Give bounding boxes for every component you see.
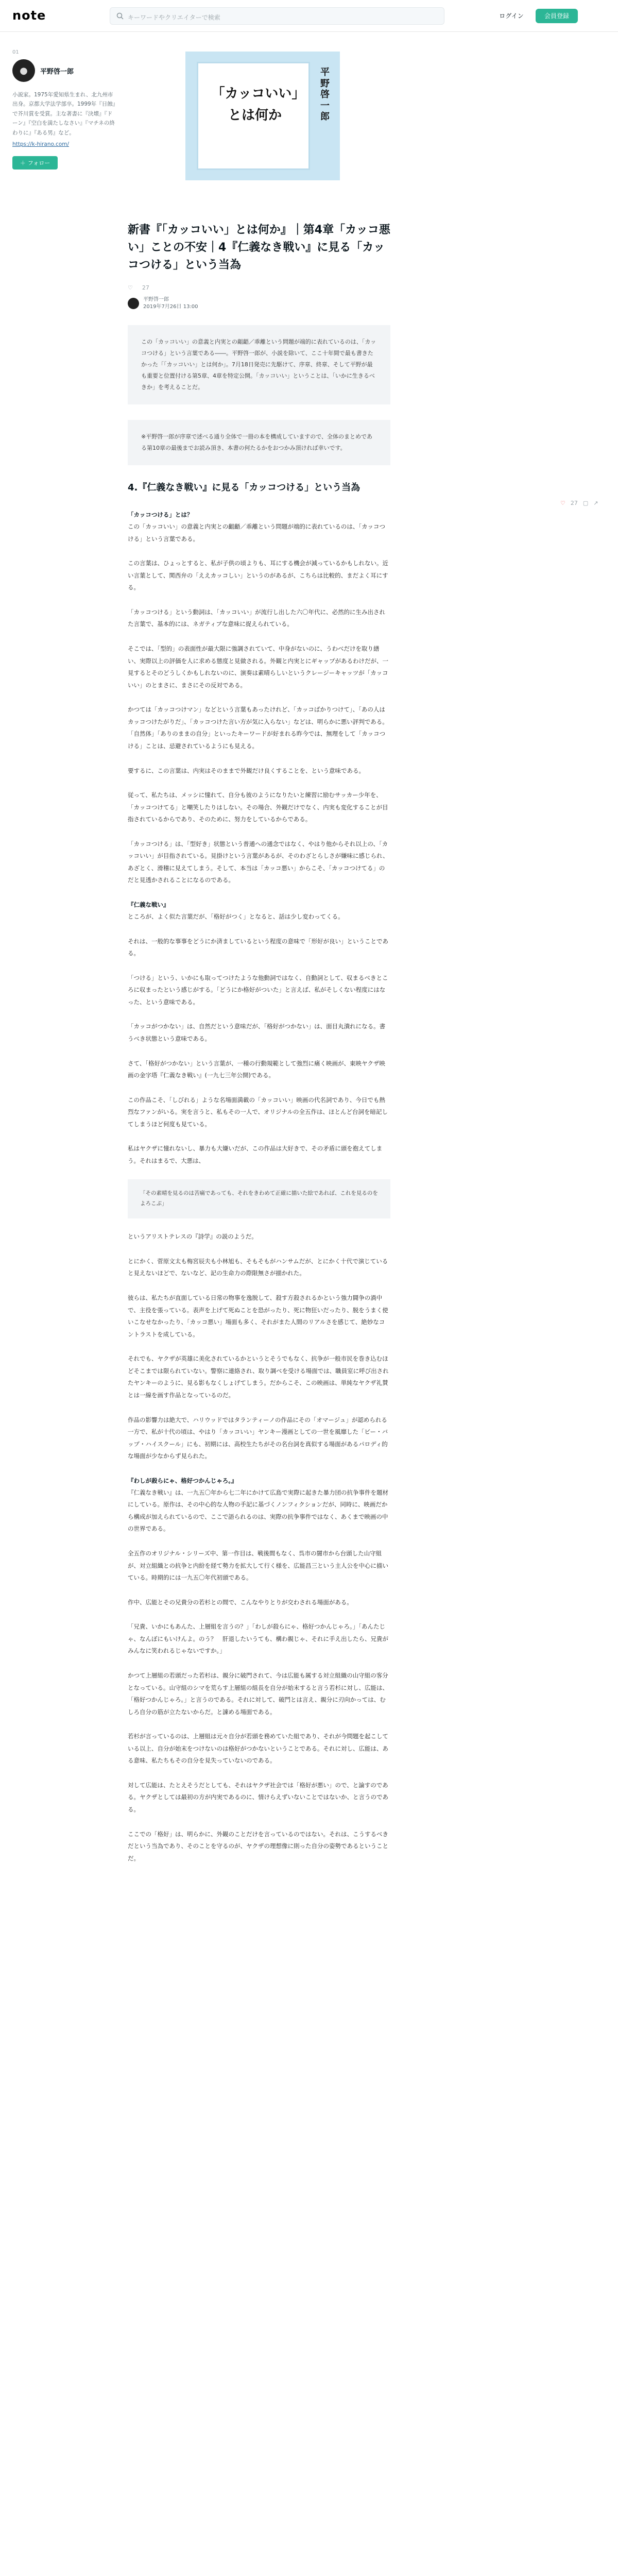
register-button[interactable]: 会員登録 [536, 9, 578, 23]
cover-author: 平野啓一郎 [320, 67, 330, 123]
author-profile[interactable] [12, 59, 115, 82]
paragraph: 彼らは、私たちが直面している日常の物事を逸脱して、殺す方殺されるかという強力闘争の渦中で、主役を張っている。表声を上げて死ぬことを恐がったり、死に物狂いだったり、脱をうまく使いこなせなかったり、「カッコ悪い」場面も多く、それがまた人間のリアルさを感じて、絶妙なコントラストを成している。 [128, 1294, 388, 1338]
author-sidebar [12, 49, 115, 170]
follow-label: フォロー [27, 160, 50, 167]
author-name[interactable]: 平野啓一郎 [40, 67, 74, 76]
subheading: 『仁義な戦い』 [128, 901, 169, 909]
cover-image [185, 52, 340, 180]
top-header [0, 0, 618, 32]
paragraph: 若杉が言っているのは、上層組は元々自分が若頭を務めていた組であり、それが今問題を起こしている以上、自分が始末をつけないのは格好がつかないということである。それに対し、広能は、ある意味、私たちもその自分を見失っていないのである。 [128, 1733, 388, 1765]
heart-icon[interactable]: ♡ [560, 500, 565, 506]
search-icon [116, 12, 124, 20]
paragraph: 作中、広能とその兄貴分の若杉との間で、こんなやりとりが交わされる場面がある。 [128, 1598, 353, 1606]
paragraph: 作品の影響力は絶大で、ハリウッドではタランティーノの作品にその「オマージュ」が認められる一方で、私が十代の頃は、やはり「カッコいい」ヤンキー漫画としての一世を風靡した「ビー・バップ・ハイスクール」にも、初期には、高校生たちがその名台詞を真似する場面があるパロディ的な場面が少なからず見られた。 [128, 1416, 388, 1460]
blockquote: 「その素晴を見るのは苦痛であっても、それをきわめて正確に描いた絵であれば、これを見るのをよろこぶ」 [128, 1179, 390, 1218]
cover-title: 「カッコいい」とは何か [211, 86, 299, 123]
like-count: 27 [142, 284, 149, 292]
floating-actions [560, 500, 598, 506]
section-heading: 4.『仁義なき戦い』に見る「カッコつける」という当為 [128, 482, 360, 494]
heart-icon[interactable]: ♡ [128, 284, 133, 292]
meta-row [128, 284, 390, 291]
note-box: ※平野啓一郎が序章で述べる通り全体で一冊の本を構成していますので、全体のまとめである第10章の最後までお読み頂き、本書の何たるかをおつかみ頂ければ幸いです。 [128, 420, 390, 465]
byline-avatar[interactable] [128, 298, 139, 309]
paragraph: 全五作のオリジナル・シリーズ中、第一作目は、戦後間もなく、呉市の闇市から台頭した山守組が、対立組織との抗争と内紛を経て勢力を拡大して行く様を、広能昌三という主人公を中心に描いている。時期的には一九五〇年代初頭である。 [128, 1550, 388, 1582]
paragraph: かつて上層組の若頭だった若杉は、親分に破門されて、今は広能も属する対立組織の山守組の客分となっている。山守組のシマを荒らす上層組の組長を自分が始末すると言う若杉に対し、広能は、「格好つかんじゃろ。」と言うのである。それに対して、破門とは言え、親分に刃向かっては、むしろ自分の筋が立たないからだ。と諌める場面である。 [128, 1671, 388, 1716]
share-icon[interactable]: ↗ [593, 500, 598, 506]
paragraph: 「カッコがつかない」は、自然だという意味だが、「格好がつかない」は、面目丸潰れになる。書うべき状態という意味である。 [128, 1023, 386, 1042]
paragraph: この言葉は、ひょっとすると、私が子供の頃よりも、耳にする機会が減っているかもしれない。近い言葉として、関西弁の「ええカッコしい」というのがあるが、こちらは比較的、まだよく耳にする。 [128, 560, 388, 591]
paragraph: 「兄貴、いかにもあんた、上層組を言うの？」「わしが殺らにゃ、格好つかんじゃろ。」「あんたじゃ、なんぼにもいけんよ。のう？ 肝退したいうても、構わ親じゃ、それに手え出したら、兄貴がみんなに笑われるじゃないですか。」 [128, 1623, 388, 1655]
paragraph: とにかく、菅原文太も梅宮辰夫も小林旭も、そもそもがハンサムだが、とにかく十代で演じていると見えないほどで、ないなど、記の生命力の際限無さが描かれた。 [128, 1257, 388, 1277]
subheading: 「カッコつける」とは？ [128, 511, 193, 519]
author-link[interactable]: https://k-hirano.com/ [12, 141, 70, 147]
paragraph: 従って、私たちは、メッシに憧れて、自分も彼のようになりたいと練習に励むサッカー少年を、「カッコつけてる」と嘲笑したりはしない。その場合、外観だけでなく、内実も変化することが目指されているからであり、そのために、努力をしているからである。 [128, 791, 388, 823]
plus-icon: ＋ [20, 160, 26, 167]
paragraph: 「つける」という、いかにも取ってつけたような他動詞ではなく、自動詞として、収まるべきところに収まったという感じがする。「どうにか格好がついた」と言えば、私がそしくない程度にはなった、という意味である。 [128, 974, 388, 1006]
intro-box: この「カッコいい」の意義と内実との齟齬／乖離という問題が端的に表れているのは、「カッコつける」という言葉である――。平野啓一郎が、小説を除いて、ここ十年間で最も書きたかった「「カッコいい」とは何か」。7月18日発売に先駆けて、序章、終章、そして平野が最も重要と位置付ける第5章、4章を特定公開。「カッコいい」ということは、「いかに生きるべきか」を考えることだ。 [128, 325, 390, 404]
byline[interactable] [128, 296, 390, 311]
paragraph: それは、一般的な事事をどうにか済ましているという程度の意味で「形好が良い」ということである。 [128, 937, 388, 957]
byline-date: 2019年7月26日 13:00 [143, 304, 198, 310]
byline-text [143, 296, 198, 311]
author-avatar[interactable]: ● [12, 59, 35, 82]
byline-name[interactable]: 平野啓一郎 [143, 297, 169, 303]
paragraph: それでも、ヤクザが英雄に美化されているかというとそうでもなく、抗争が一般市民を巻き込むほどそこまでは限られていない。警察に連絡され、取り調べを受ける場面では、職員室に呼び出されたヤンキーのように、見る影もなくしょげてしまう。だからこそ、この映画は、単純なヤクザ礼賛とは一線を画す作品となっているのだ。 [128, 1355, 389, 1399]
search-box[interactable] [110, 7, 444, 25]
article-body [128, 222, 390, 1877]
magazine-number: 01 [12, 49, 19, 55]
subheading: 『わしが殺らにゃ、格好つかんじゃろ。』 [128, 1477, 237, 1484]
note-logo[interactable]: note [12, 8, 46, 23]
bookmark-icon[interactable]: ▢ [582, 500, 589, 506]
paragraph: ここでの「格好」は、明らかに、外観のことだけを言っているのではない。それは、こうするべきだという当為であり、そのことを守るのが、ヤクザの理想像に則った自分の姿勢であるということだ。 [128, 1830, 388, 1862]
follow-button[interactable] [12, 156, 58, 170]
paragraph: 「カッコつける」という動詞は、「カッコいい」が流行し出した六〇年代に、必然的に生み出された言葉で、基本的には、ネガティブな意味に捉えられている。 [128, 608, 386, 628]
paragraph: 「カッコつける」は、「型好き」状態という普通への通念ではなく、やはり他からそれ以上の、「カッコいい」が目指されている。見掛けという言葉があるが、そのわざとらしさが嫌味に感じられ、あざとく、滑稽に見えてしまう。そして、本当は「カッコ悪い」からこそ、「カッコつけてる」のだと見透かされることになるのである。 [128, 840, 389, 884]
paragraph: ところが、よく似た言葉だが、「格好がつく」となると、話は少し変わってくる。 [128, 913, 344, 921]
paragraph: そこでは、「型的」の表面性が最大限に強調されていて、中身がないのに、うわべだけを取り繕い、実際以上の評価を人に求める態度と見做される。外観と内実とにギャップがあるわけだが、一見するとそのどうしくかもしれないのに、演奏は素晴らしいというクレージーキャッツが「カッコいい」のとまさに、まさにその反対である。 [128, 645, 388, 689]
paragraph: さて、「格好がつかない」という言葉が、一種の行動規範として強烈に痛く映画が、東映ヤクザ映画の金字塔『仁義なき戦い』(一九七三年公開)である。 [128, 1059, 386, 1079]
paragraph: 『仁義なき戦い』は、一九五〇年から七二年にかけて広島で実際に起きた暴力団の抗争事件を題材にしている。原作は、その中心的な人物の手記に基づくノンフィクションだが、同時に、映画だから構成が加えられているので、ここで語られるのは、実際の抗争事件ではなく、あくまで映画の中の世界である。 [128, 1488, 388, 1533]
paragraph: この「カッコいい」の意義と内実との齟齬／乖離という問題が端的に表れているのは、「カッコつける」という言葉である。 [128, 523, 386, 543]
paragraph: というアリストテレスの『詩学』の説のようだ。 [128, 1233, 258, 1241]
author-bio: 小説家。1975年愛知県生まれ、北九州市出身。京都大学法学部卒。1999年『日蝕』で芥川賞を受賞。主な著書に『決壊』『ドーン』『空白を満たしなさい』『マチネの終わりに』『ある男』など。 [12, 92, 115, 136]
paragraph: 対して広能は、たとえそうだとしても、それはヤクザ社会では「格好が悪い」ので、と論すのである。ヤクザとしては最初の方が内実であるのに、情けらえずいないことではないか、と言うのである。 [128, 1781, 388, 1814]
paragraph: かつては「カッコつけマン」などという言葉もあったけれど、「カッコばかりつけて」、「あの人はカッコつけたがりだ」、「カッコつけた言い方が気に入らない」などは、明らかに悪い評判である。「自然体」「ありのままの自分」といったキーワードが好まれる昨今では、無理をして「カッコつける」ことは、忌避されているようにも見える。 [128, 706, 388, 750]
like-count: 27 [570, 500, 578, 506]
search-placeholder: キーワードやクリエイターで検索 [128, 14, 220, 21]
login-button[interactable]: ログイン [492, 9, 530, 23]
paragraph: この作品こそ、「しびれる」ような名場面満載の「カッコいい」映画の代名詞であり、今日でも熱烈なファンがいる。実を言うと、私もその一人で、オリジナルの全五作は、ほとんど台詞を暗記してしまうほど何度も見ている。 [128, 1096, 388, 1128]
article-title: 新書『「カッコいい」とは何か』｜第4章「カッコ悪い」ことの不安｜4『仁義なき戦い』に見る「カッコつける」という当為 [128, 224, 390, 272]
paragraph: 要するに、この言葉は、内実はそのままで外観だけ良くすることを、という意味である。 [128, 767, 365, 774]
paragraph: 私はヤクザに憧れないし、暴力も大嫌いだが、この作品は大好きで、その矛盾に頭を抱えてしまう。それはまるで、大悪は、 [128, 1145, 383, 1164]
